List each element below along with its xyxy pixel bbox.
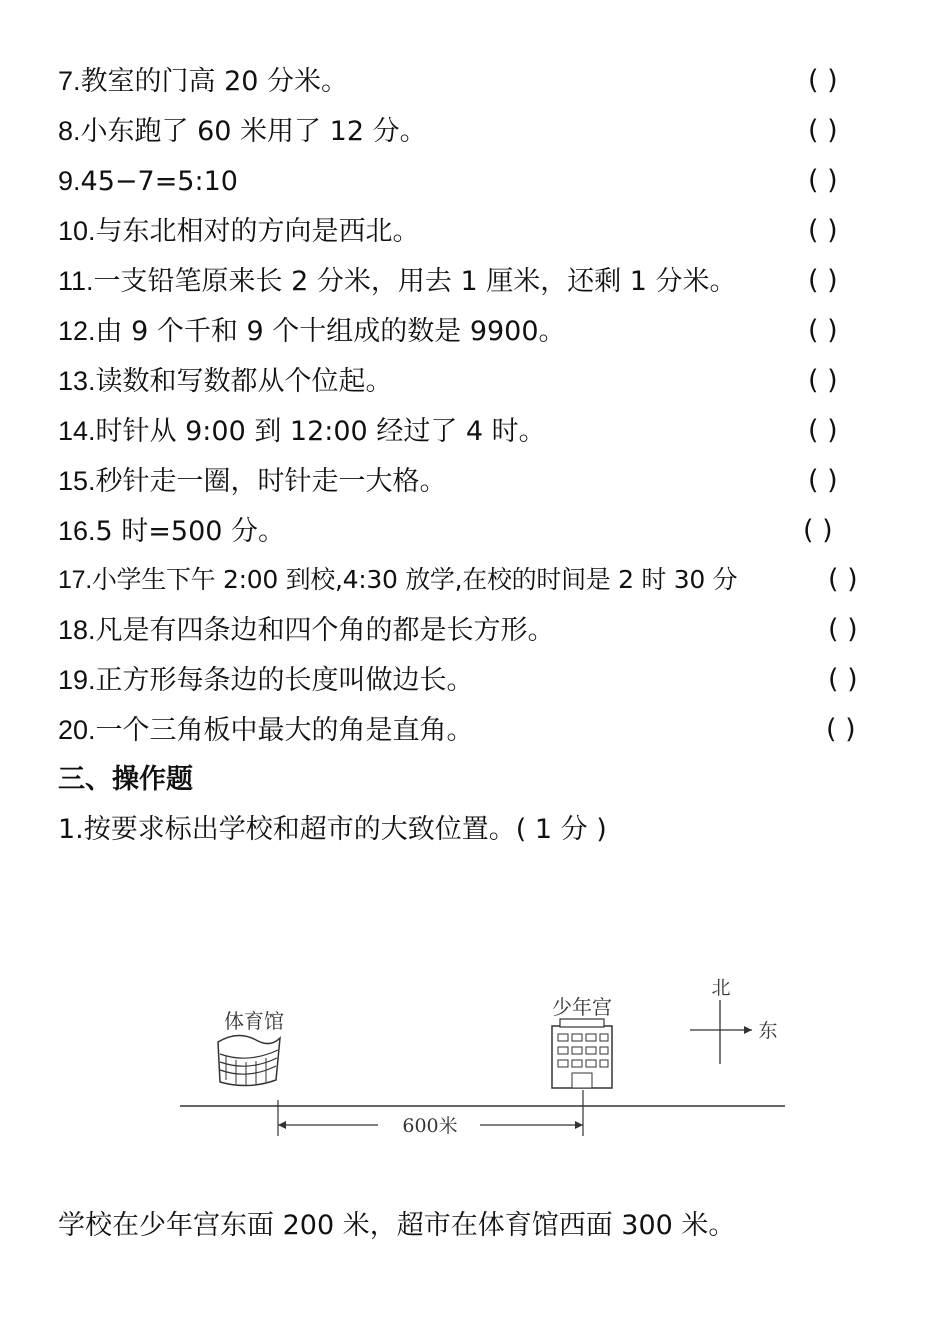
question-11: 11.一支铅笔原来长 2 分米，用去 1 厘米，还剩 1 分米。 [58,266,737,297]
compass-icon [690,1000,752,1064]
question-7: 7.教室的门高 20 分米。 [58,66,349,97]
question-18: 18.凡是有四条边和四个角的都是长方形。 [58,615,555,646]
distance-label: 600米 [402,1115,458,1137]
palace-label: 少年宫 [552,995,612,1019]
answer-blank-16[interactable]: ( ) [803,515,833,546]
question-8: 8.小东跑了 60 米用了 12 分。 [58,116,427,147]
answer-blank-12[interactable]: ( ) [808,315,838,346]
answer-blank-17[interactable]: ( ) [828,564,858,595]
question-13: 13.读数和写数都从个位起。 [58,366,393,397]
map-diagram[interactable] [170,970,790,1145]
operation-question-1: 1.按要求标出学校和超市的大致位置。( 1 分 ) [58,814,607,845]
question-10: 10.与东北相对的方向是西北。 [58,216,420,247]
footer-instruction: 学校在少年宫东面 200 米，超市在体育馆西面 300 米。 [58,1210,736,1241]
answer-blank-20[interactable]: ( ) [826,714,856,745]
north-label: 北 [711,977,731,999]
answer-blank-9[interactable]: ( ) [808,165,838,196]
answer-blank-19[interactable]: ( ) [828,664,858,695]
question-12: 12.由 9 个千和 9 个十组成的数是 9900。 [58,316,566,347]
answer-blank-14[interactable]: ( ) [808,415,838,446]
question-17: 17.小学生下午 2:00 到校,4:30 放学,在校的时间是 2 时 30 分 [58,565,738,594]
gym-icon [218,1035,280,1085]
answer-blank-11[interactable]: ( ) [808,265,838,296]
answer-blank-10[interactable]: ( ) [808,215,838,246]
answer-blank-18[interactable]: ( ) [828,614,858,645]
question-19: 19.正方形每条边的长度叫做边长。 [58,665,474,696]
gym-label: 体育馆 [224,1009,284,1033]
question-9: 9.45−7=5:10 [58,166,238,197]
question-15: 15.秒针走一圈，时针走一大格。 [58,466,447,497]
east-label: 东 [758,1020,778,1042]
question-20: 20.一个三角板中最大的角是直角。 [58,715,474,746]
section-title: 三、操作题 [58,764,193,795]
answer-blank-7[interactable]: ( ) [808,65,838,96]
answer-blank-8[interactable]: ( ) [808,115,838,146]
question-16: 16.5 时=500 分。 [58,516,286,547]
youth-palace-icon [552,1019,612,1088]
answer-blank-15[interactable]: ( ) [808,465,838,496]
question-14: 14.时针从 9:00 到 12:00 经过了 4 时。 [58,416,546,447]
answer-blank-13[interactable]: ( ) [808,365,838,396]
